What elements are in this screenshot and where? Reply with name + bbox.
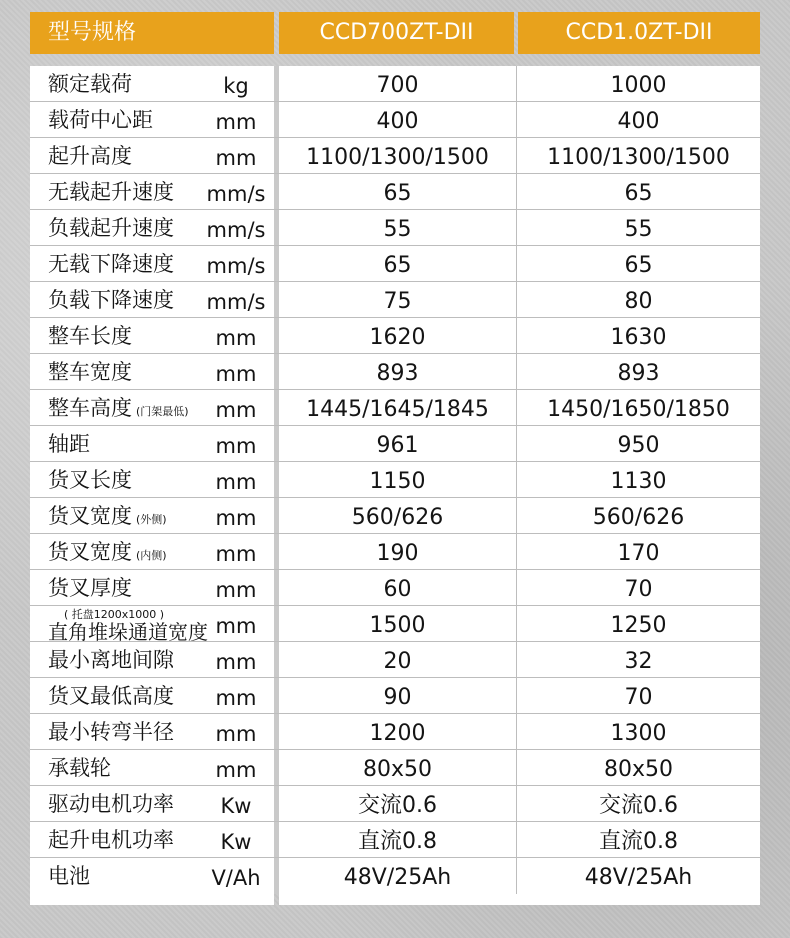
value-model-1: 80x50 <box>362 757 432 782</box>
table-row <box>30 390 760 426</box>
spec-unit: mm/s <box>206 290 266 314</box>
spec-name <box>48 822 174 858</box>
table-row <box>30 714 760 750</box>
header-model-2: CCD1.0ZT-DII <box>518 12 760 54</box>
spec-name <box>48 426 90 462</box>
value-model-1: 65 <box>383 253 412 278</box>
value-model-2: 560/626 <box>592 505 685 530</box>
spec-name <box>48 786 174 822</box>
value-model-2: 70 <box>624 685 653 710</box>
spec-label: 驱动电机功率 <box>48 792 174 816</box>
spec-name <box>48 318 132 354</box>
value-model-2: 65 <box>624 181 653 206</box>
value-model-1: 893 <box>376 361 419 386</box>
spec-unit: mm <box>215 470 257 494</box>
value-model-2: 65 <box>624 253 653 278</box>
table-row <box>30 354 760 390</box>
spec-label: 货叉最低高度 <box>48 684 174 708</box>
spec-unit: kg <box>223 74 249 98</box>
spec-unit: Kw <box>220 794 252 818</box>
table-row <box>30 570 760 606</box>
spec-unit: mm/s <box>206 254 266 278</box>
spec-label: 直角堆垛通道宽度 <box>48 620 208 644</box>
table-row <box>30 786 760 822</box>
value-model-2: 80x50 <box>603 757 673 782</box>
spec-unit: mm <box>215 110 257 134</box>
spec-label: 无载起升速度 <box>48 180 174 204</box>
value-model-1: 交流0.6 <box>358 793 437 818</box>
table-row <box>30 498 760 534</box>
spec-label: 无载下降速度 <box>48 252 174 276</box>
table-row <box>30 102 760 138</box>
value-model-2: 400 <box>617 109 660 134</box>
spec-label: 承载轮 <box>48 756 111 780</box>
value-model-2: 1300 <box>610 721 667 746</box>
value-model-2: 950 <box>617 433 660 458</box>
value-model-1: 48V/25Ah <box>343 865 452 890</box>
spec-name <box>48 210 174 246</box>
value-model-2: 1450/1650/1850 <box>547 397 730 422</box>
value-model-1: 190 <box>376 541 419 566</box>
table-row <box>30 246 760 282</box>
table-row <box>30 858 760 894</box>
value-model-1: 65 <box>383 181 412 206</box>
spec-unit: mm <box>215 686 257 710</box>
spec-name <box>48 642 174 678</box>
spec-label: 负载下降速度 <box>48 288 174 312</box>
spec-unit: mm <box>215 398 257 422</box>
spec-unit: V/Ah <box>211 866 261 890</box>
spec-label: 额定载荷 <box>48 72 132 96</box>
table-row <box>30 282 760 318</box>
value-model-1: 75 <box>383 289 412 314</box>
spec-label: 电池 <box>48 864 90 888</box>
value-model-1: 1500 <box>369 613 426 638</box>
value-model-1: 1200 <box>369 721 426 746</box>
value-model-2: 70 <box>624 577 653 602</box>
value-model-1: 1150 <box>369 469 426 494</box>
spec-label: 货叉厚度 <box>48 576 132 600</box>
spec-name <box>48 858 90 894</box>
spec-unit: mm <box>215 362 257 386</box>
value-model-2: 170 <box>617 541 660 566</box>
spec-unit: mm <box>215 542 257 566</box>
spec-label: 起升电机功率 <box>48 828 174 852</box>
spec-name <box>48 66 132 102</box>
spec-label: 起升高度 <box>48 144 132 168</box>
spec-unit: Kw <box>220 830 252 854</box>
value-model-1: 55 <box>383 217 412 242</box>
value-model-2: 直流0.8 <box>599 829 678 854</box>
table-row <box>30 138 760 174</box>
table-row <box>30 534 760 570</box>
header-label: 型号规格 <box>30 12 274 54</box>
spec-label: 负载起升速度 <box>48 216 174 240</box>
spec-name <box>48 750 111 786</box>
spec-name <box>48 174 174 210</box>
spec-unit: mm <box>215 506 257 530</box>
table-row <box>30 750 760 786</box>
spec-name <box>48 246 174 282</box>
spec-unit: mm <box>215 578 257 602</box>
value-model-2: 32 <box>624 649 653 674</box>
spec-label: 载荷中心距 <box>48 108 153 132</box>
spec-name <box>48 138 132 174</box>
value-model-1: 直流0.8 <box>358 829 437 854</box>
value-model-2: 1630 <box>610 325 667 350</box>
spec-label: 整车高度 <box>48 396 132 420</box>
spec-name <box>48 606 208 642</box>
spec-label: 货叉宽度 <box>48 540 132 564</box>
header-model-1: CCD700ZT-DII <box>279 12 514 54</box>
value-model-1: 60 <box>383 577 412 602</box>
spec-unit: mm <box>215 650 257 674</box>
spec-unit: mm <box>215 434 257 458</box>
spec-unit: mm <box>215 758 257 782</box>
spec-label: 整车长度 <box>48 324 132 348</box>
spec-unit: mm <box>215 146 257 170</box>
value-model-2: 1100/1300/1500 <box>547 145 730 170</box>
table-row <box>30 606 760 642</box>
spec-name <box>48 354 132 390</box>
value-model-2: 1130 <box>610 469 667 494</box>
table-row <box>30 318 760 354</box>
value-model-2: 1000 <box>610 73 667 98</box>
value-model-1: 90 <box>383 685 412 710</box>
value-model-2: 55 <box>624 217 653 242</box>
spec-name <box>48 102 153 138</box>
spec-unit: mm/s <box>206 182 266 206</box>
spec-label: 货叉长度 <box>48 468 132 492</box>
table-row <box>30 210 760 246</box>
spec-name <box>48 678 174 714</box>
value-model-2: 48V/25Ah <box>584 865 693 890</box>
spec-note: (内侧) <box>136 549 167 562</box>
spec-unit: mm <box>215 326 257 350</box>
table-row <box>30 426 760 462</box>
spec-note: (外侧) <box>136 513 167 526</box>
spec-name <box>48 498 167 534</box>
spec-name <box>48 462 132 498</box>
spec-unit: mm <box>215 722 257 746</box>
value-model-1: 1100/1300/1500 <box>306 145 489 170</box>
value-model-1: 1445/1645/1845 <box>306 397 489 422</box>
table-row <box>30 822 760 858</box>
spec-note: ( 托盘1200x1000 ) <box>64 608 165 621</box>
value-model-1: 1620 <box>369 325 426 350</box>
spec-label: 整车宽度 <box>48 360 132 384</box>
value-model-1: 400 <box>376 109 419 134</box>
value-model-1: 20 <box>383 649 412 674</box>
spec-label: 轴距 <box>48 432 90 456</box>
table-row <box>30 174 760 210</box>
spec-label: 货叉宽度 <box>48 504 132 528</box>
table-row <box>30 462 760 498</box>
spec-name <box>48 570 132 606</box>
table-row <box>30 678 760 714</box>
value-model-1: 961 <box>376 433 419 458</box>
spec-unit: mm/s <box>206 218 266 242</box>
table-row <box>30 66 760 102</box>
spec-name <box>48 714 174 750</box>
value-model-2: 893 <box>617 361 660 386</box>
value-model-2: 交流0.6 <box>599 793 678 818</box>
spec-table-body <box>30 66 760 894</box>
value-model-1: 700 <box>376 73 419 98</box>
spec-name <box>48 390 189 426</box>
spec-note: (门架最低) <box>136 405 189 418</box>
spec-sheet <box>30 12 760 890</box>
value-model-2: 80 <box>624 289 653 314</box>
spec-label: 最小转弯半径 <box>48 720 174 744</box>
spec-name <box>48 534 167 570</box>
table-row <box>30 642 760 678</box>
spec-label: 最小离地间隙 <box>48 648 174 672</box>
value-model-1: 560/626 <box>351 505 444 530</box>
spec-unit: mm <box>215 614 257 638</box>
table-header <box>30 12 760 54</box>
value-model-2: 1250 <box>610 613 667 638</box>
spec-name <box>48 282 174 318</box>
